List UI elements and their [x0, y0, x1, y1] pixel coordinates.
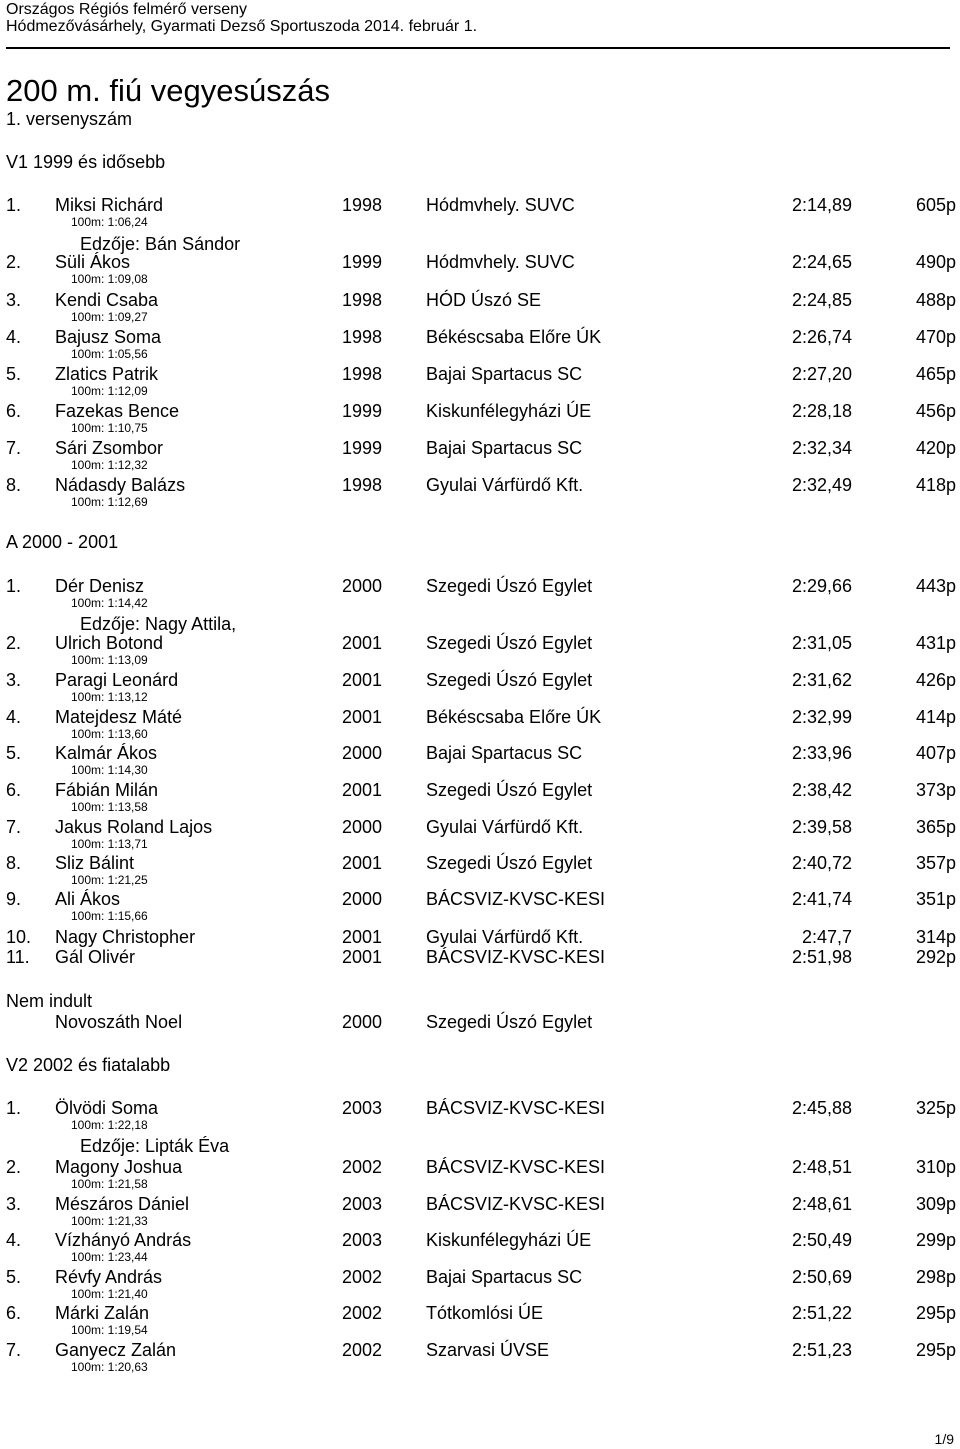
result-row: [0, 927, 960, 947]
split-time: 100m: 1:10,75: [71, 421, 148, 435]
split-time: 100m: 1:19,54: [71, 1323, 148, 1337]
birth-year: 2003: [342, 1230, 383, 1250]
birth-year: 2002: [342, 1303, 383, 1323]
swimmer-name: Nádasdy Balázs: [55, 475, 186, 495]
club-name: Kiskunfélegyházi ÚE: [426, 1230, 592, 1250]
final-time: 2:32,34: [791, 438, 852, 458]
result-row: [0, 743, 960, 763]
final-time: 2:51,22: [791, 1303, 852, 1323]
points: 407p: [915, 743, 956, 763]
birth-year: 1998: [342, 327, 383, 347]
points: 418p: [915, 475, 956, 495]
final-time: 2:14,89: [791, 195, 852, 215]
rank-cell: 7.: [6, 817, 22, 837]
result-row: [0, 1098, 960, 1118]
swimmer-name: Magony Joshua: [55, 1157, 183, 1177]
result-row: [0, 947, 960, 967]
split-time: 100m: 1:14,42: [71, 596, 148, 610]
rank-cell: 6.: [6, 1303, 22, 1323]
swimmer-name: Jakus Roland Lajos: [55, 817, 213, 837]
result-row: [0, 1267, 960, 1287]
final-time: 2:28,18: [791, 401, 852, 421]
final-time: 2:31,62: [791, 670, 852, 690]
final-time: 2:45,88: [791, 1098, 852, 1118]
birth-year: 2001: [342, 927, 383, 947]
split-time: 100m: 1:13,71: [71, 837, 148, 851]
rank-cell: 9.: [6, 889, 22, 909]
points: 490p: [915, 252, 956, 272]
result-row: [0, 1303, 960, 1323]
swimmer-name: Ali Ákos: [55, 889, 121, 909]
points: 310p: [915, 1157, 956, 1177]
final-time: 2:27,20: [791, 364, 852, 384]
points: 299p: [915, 1230, 956, 1250]
split-time: 100m: 1:21,58: [71, 1177, 148, 1191]
page-number: 1/9: [934, 1431, 954, 1447]
swimmer-name: Ganyecz Zalán: [55, 1340, 177, 1360]
final-time: 2:50,69: [791, 1267, 852, 1287]
club-name: Bajai Spartacus SC: [426, 1267, 583, 1287]
birth-year: 1999: [342, 401, 383, 421]
rank-cell: 2.: [6, 633, 22, 653]
rank-cell: 6.: [6, 780, 22, 800]
points: 414p: [915, 707, 956, 727]
swimmer-name: Kalmár Ákos: [55, 743, 158, 763]
coach-name: Edzője: Nagy Attila,: [80, 614, 237, 634]
birth-year: 2002: [342, 1267, 383, 1287]
split-time: 100m: 1:23,44: [71, 1250, 148, 1264]
swimmer-name: Süli Ákos: [55, 252, 131, 272]
final-time: 2:51,23: [791, 1340, 852, 1360]
final-time: 2:32,99: [791, 707, 852, 727]
points: 373p: [915, 780, 956, 800]
club-name: Szegedi Úszó Egylet: [426, 670, 593, 690]
split-time: 100m: 1:13,12: [71, 690, 148, 704]
points: 420p: [915, 438, 956, 458]
club-name: Békéscsaba Előre ÚK: [426, 327, 602, 347]
points: 431p: [915, 633, 956, 653]
rank-cell: 1.: [6, 195, 22, 215]
birth-year: 2001: [342, 780, 383, 800]
rank-cell: 5.: [6, 743, 22, 763]
swimmer-name: Mészáros Dániel: [55, 1194, 190, 1214]
final-time: 2:39,58: [791, 817, 852, 837]
result-row: [0, 195, 960, 215]
club-name: Szegedi Úszó Egylet: [426, 780, 593, 800]
final-time: 2:29,66: [791, 576, 852, 596]
points: 465p: [915, 364, 956, 384]
swimmer-name: Sliz Bálint: [55, 853, 135, 873]
club-name: BÁCSVIZ-KVSC-KESI: [426, 1098, 606, 1118]
club-name: Hódmvhely. SUVC: [426, 195, 575, 215]
club-name: Békéscsaba Előre ÚK: [426, 707, 602, 727]
points: 295p: [915, 1303, 956, 1323]
result-row: [0, 1230, 960, 1250]
points: 470p: [915, 327, 956, 347]
final-time: 2:32,49: [791, 475, 852, 495]
points: 365p: [915, 817, 956, 837]
competition-venue: Hódmezővásárhely, Gyarmati Dezső Sportuszoda 2014. február 1.: [6, 18, 478, 35]
result-row: [0, 475, 960, 495]
birth-year: 2000: [342, 576, 383, 596]
swimmer-name: Matejdesz Máté: [55, 707, 183, 727]
club-name: HÓD Úszó SE: [426, 290, 542, 310]
split-time: 100m: 1:21,40: [71, 1287, 148, 1301]
final-time: 2:38,42: [791, 780, 852, 800]
swimmer-name: Sári Zsombor: [55, 438, 164, 458]
rank-cell: 2.: [6, 1157, 22, 1177]
final-time: 2:31,05: [791, 633, 852, 653]
rank-cell: 3.: [6, 670, 22, 690]
result-row: [0, 290, 960, 310]
rank-cell: 7.: [6, 1340, 22, 1360]
swimmer-name: Nagy Christopher: [55, 927, 196, 947]
points: 351p: [915, 889, 956, 909]
age-group-heading: V1 1999 és idősebb: [6, 152, 166, 172]
birth-year: 2002: [342, 1157, 383, 1177]
swimmer-name: Kendi Csaba: [55, 290, 159, 310]
event-title: 200 m. fiú vegyesúszás: [6, 73, 330, 108]
club-name: Gyulai Várfürdő Kft.: [426, 927, 584, 947]
birth-year: 2001: [342, 947, 383, 967]
age-group-heading: A 2000 - 2001: [6, 532, 119, 552]
rank-cell: 7.: [6, 438, 22, 458]
points: 443p: [915, 576, 956, 596]
result-row: [0, 576, 960, 596]
club-name: Szegedi Úszó Egylet: [426, 576, 593, 596]
swimmer-name: Ölvödi Soma: [55, 1098, 159, 1118]
header-divider: [6, 47, 950, 49]
final-time: 2:50,49: [791, 1230, 852, 1250]
points: 309p: [915, 1194, 956, 1214]
rank-cell: 3.: [6, 1194, 22, 1214]
result-row: [0, 1340, 960, 1360]
club-name: Gyulai Várfürdő Kft.: [426, 817, 584, 837]
coach-name: Edzője: Bán Sándor: [80, 234, 241, 254]
final-time: 2:24,65: [791, 252, 852, 272]
rank-cell: 4.: [6, 707, 22, 727]
result-row: [0, 670, 960, 690]
rank-cell: 11.: [6, 947, 30, 967]
rank-cell: 8.: [6, 475, 22, 495]
birth-year: 2003: [342, 1098, 383, 1118]
club-name: BÁCSVIZ-KVSC-KESI: [426, 1157, 606, 1177]
final-time: 2:48,51: [791, 1157, 852, 1177]
club-name: Szegedi Úszó Egylet: [426, 1012, 593, 1032]
rank-cell: 4.: [6, 327, 22, 347]
result-row: [0, 889, 960, 909]
birth-year: 2000: [342, 817, 383, 837]
points: 488p: [915, 290, 956, 310]
age-group-heading: V2 2002 és fiatalabb: [6, 1055, 171, 1075]
swimmer-name: Zlatics Patrik: [55, 364, 159, 384]
rank-cell: 5.: [6, 364, 22, 384]
swimmer-name: Vízhányó András: [55, 1230, 192, 1250]
club-name: Szegedi Úszó Egylet: [426, 853, 593, 873]
birth-year: 1999: [342, 438, 383, 458]
split-time: 100m: 1:21,33: [71, 1214, 148, 1228]
club-name: Bajai Spartacus SC: [426, 743, 583, 763]
final-time: 2:47,7: [801, 927, 852, 947]
swimmer-name: Révfy András: [55, 1267, 163, 1287]
result-row: [0, 780, 960, 800]
club-name: Tótkomlósi ÚE: [426, 1303, 544, 1323]
coach-name: Edzője: Lipták Éva: [80, 1136, 230, 1156]
club-name: Szegedi Úszó Egylet: [426, 633, 593, 653]
birth-year: 1998: [342, 195, 383, 215]
final-time: 2:48,61: [791, 1194, 852, 1214]
split-time: 100m: 1:22,18: [71, 1118, 148, 1132]
points: 426p: [915, 670, 956, 690]
split-time: 100m: 1:20,63: [71, 1360, 148, 1374]
club-name: Hódmvhely. SUVC: [426, 252, 575, 272]
swimmer-name: Novoszáth Noel: [55, 1012, 183, 1032]
swimmer-name: Márki Zalán: [55, 1303, 150, 1323]
points: 314p: [915, 927, 956, 947]
competition-name: Országos Régiós felmérő verseny: [6, 1, 247, 18]
final-time: 2:41,74: [791, 889, 852, 909]
birth-year: 1999: [342, 252, 383, 272]
split-time: 100m: 1:12,69: [71, 495, 148, 509]
swimmer-name: Fábián Milán: [55, 780, 159, 800]
club-name: Szarvasi ÚVSE: [426, 1340, 550, 1360]
rank-cell: 1.: [6, 1098, 22, 1118]
result-row: [0, 252, 960, 272]
club-name: BÁCSVIZ-KVSC-KESI: [426, 1194, 606, 1214]
swimmer-name: Bajusz Soma: [55, 327, 162, 347]
rank-cell: 8.: [6, 853, 22, 873]
result-row: [0, 1157, 960, 1177]
swimmer-name: Gál Olivér: [55, 947, 136, 967]
not-started-heading: Nem indult: [6, 991, 93, 1011]
club-name: Gyulai Várfürdő Kft.: [426, 475, 584, 495]
split-time: 100m: 1:12,32: [71, 458, 148, 472]
split-time: 100m: 1:12,09: [71, 384, 148, 398]
swimmer-name: Dér Denisz: [55, 576, 145, 596]
final-time: 2:40,72: [791, 853, 852, 873]
final-time: 2:33,96: [791, 743, 852, 763]
points: 357p: [915, 853, 956, 873]
points: 325p: [915, 1098, 956, 1118]
split-time: 100m: 1:13,60: [71, 727, 148, 741]
split-time: 100m: 1:13,09: [71, 653, 148, 667]
club-name: Bajai Spartacus SC: [426, 438, 583, 458]
final-time: 2:26,74: [791, 327, 852, 347]
split-time: 100m: 1:06,24: [71, 215, 148, 229]
split-time: 100m: 1:13,58: [71, 800, 148, 814]
result-row: [0, 1012, 960, 1032]
birth-year: 2001: [342, 633, 383, 653]
club-name: BÁCSVIZ-KVSC-KESI: [426, 889, 606, 909]
birth-year: 1998: [342, 475, 383, 495]
club-name: BÁCSVIZ-KVSC-KESI: [426, 947, 606, 967]
points: 456p: [915, 401, 956, 421]
points: 605p: [915, 195, 956, 215]
points: 298p: [915, 1267, 956, 1287]
birth-year: 2001: [342, 670, 383, 690]
result-row: [0, 817, 960, 837]
rank-cell: 6.: [6, 401, 22, 421]
swimmer-name: Paragi Leonárd: [55, 670, 179, 690]
split-time: 100m: 1:21,25: [71, 873, 148, 887]
event-number: 1. versenyszám: [6, 109, 133, 129]
points: 292p: [915, 947, 956, 967]
rank-cell: 3.: [6, 290, 22, 310]
split-time: 100m: 1:09,08: [71, 272, 148, 286]
split-time: 100m: 1:15,66: [71, 909, 148, 923]
rank-cell: 1.: [6, 576, 22, 596]
points: 295p: [915, 1340, 956, 1360]
split-time: 100m: 1:05,56: [71, 347, 148, 361]
birth-year: 2000: [342, 1012, 383, 1032]
birth-year: 2001: [342, 707, 383, 727]
final-time: 2:51,98: [791, 947, 852, 967]
birth-year: 1998: [342, 290, 383, 310]
result-row: [0, 707, 960, 727]
swimmer-name: Miksi Richárd: [55, 195, 164, 215]
result-row: [0, 364, 960, 384]
result-row: [0, 853, 960, 873]
birth-year: 2000: [342, 889, 383, 909]
result-row: [0, 401, 960, 421]
result-row: [0, 633, 960, 653]
rank-cell: 5.: [6, 1267, 22, 1287]
club-name: Kiskunfélegyházi ÚE: [426, 401, 592, 421]
birth-year: 2003: [342, 1194, 383, 1214]
birth-year: 2002: [342, 1340, 383, 1360]
result-row: [0, 327, 960, 347]
rank-cell: 4.: [6, 1230, 22, 1250]
rank-cell: 10.: [6, 927, 32, 947]
result-row: [0, 1194, 960, 1214]
swimmer-name: Ulrich Botond: [55, 633, 164, 653]
birth-year: 1998: [342, 364, 383, 384]
rank-cell: 2.: [6, 252, 22, 272]
club-name: Bajai Spartacus SC: [426, 364, 583, 384]
result-row: [0, 438, 960, 458]
split-time: 100m: 1:14,30: [71, 763, 148, 777]
birth-year: 2000: [342, 743, 383, 763]
birth-year: 2001: [342, 853, 383, 873]
split-time: 100m: 1:09,27: [71, 310, 148, 324]
final-time: 2:24,85: [791, 290, 852, 310]
swimmer-name: Fazekas Bence: [55, 401, 180, 421]
